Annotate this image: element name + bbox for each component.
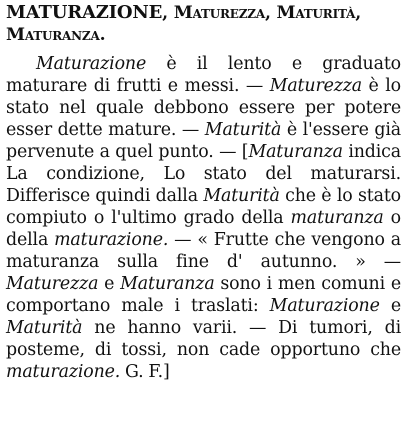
- definition-text-run: sono i men comuni e comportano male i traslati:: [6, 274, 401, 316]
- definition-text-run: G. F.]: [120, 362, 170, 382]
- headword-maturita: Maturità: [276, 3, 356, 23]
- entry-definition-text: [6, 53, 401, 383]
- dictionary-entry: [6, 2, 401, 383]
- entry-headwords: [6, 2, 401, 46]
- italic-term: Maturità: [204, 120, 282, 140]
- definition-text-run: o della: [6, 208, 401, 250]
- headword-separator: ,: [162, 3, 174, 23]
- italic-term: Maturazione: [36, 54, 147, 74]
- italic-term: Maturezza: [6, 274, 99, 294]
- definition-text-run: è l'essere già pervenute a quel punto. — [: [6, 120, 401, 162]
- italic-term: Maturità: [6, 318, 83, 338]
- definition-text-run: è il lento e graduato maturare di frutti e messi. —: [6, 54, 401, 96]
- italic-term: maturazione.: [54, 230, 169, 250]
- definition-text-run: e: [379, 296, 401, 316]
- definition-text-run: è lo stato nel quale debbono essere per potere esser dette mature. —: [6, 76, 401, 140]
- headword-separator: ,: [355, 3, 361, 23]
- headword-separator: ,: [264, 3, 277, 23]
- italic-term: Maturità: [203, 186, 280, 206]
- definition-text-run: indica La condizione, Lo stato del maturarsi. Differisce quindi dalla: [6, 142, 401, 206]
- headword-maturezza: Maturezza: [173, 3, 265, 23]
- italic-term: Maturezza: [269, 76, 362, 96]
- italic-term: maturanza: [290, 208, 384, 228]
- headword-maturanza: Maturanza: [6, 25, 100, 45]
- italic-term: Maturanza: [248, 142, 343, 162]
- italic-term: Maturazione: [269, 296, 380, 316]
- headword-maturazione: MATURAZIONE: [6, 2, 163, 23]
- italic-term: maturazione.: [6, 362, 121, 382]
- definition-text-run: ne hanno varii. — Di tumori, di posteme, di tossi, non cade opportuno che: [6, 318, 401, 360]
- italic-term: Maturanza: [120, 274, 215, 294]
- definition-text-run: — « Frutte che vengono a maturanza sulla fine d' autunno. » —: [6, 230, 401, 272]
- definition-text-run: che è lo stato compiuto o l'ultimo grado della: [6, 186, 401, 228]
- headword-end: .: [99, 25, 106, 45]
- definition-text-run: e: [98, 274, 121, 294]
